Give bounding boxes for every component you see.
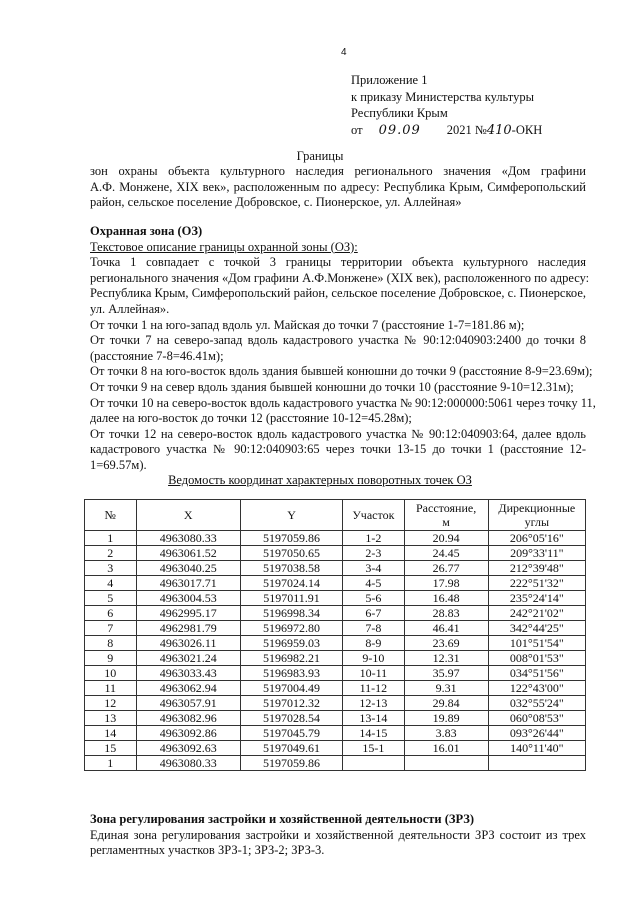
cell-x: 4963062.94	[136, 681, 240, 696]
document-title: Границы	[296, 149, 344, 163]
oz-line: далее на юго-восток до точки 12 (расстояние 10-12=45.28м);	[90, 411, 412, 426]
oz-line: 1=69.57м).	[90, 457, 147, 472]
cell-no: 10	[85, 666, 137, 681]
cell-distance: 20.94	[404, 531, 488, 546]
table-row	[85, 561, 586, 576]
oz-line: От точки 10 на северо-восток вдоль кадастрового участка № 90:12:000000:5061 через точку 11,	[90, 395, 596, 410]
header-angle	[488, 500, 585, 531]
table-row	[85, 711, 586, 726]
cell-no: 15	[85, 741, 137, 756]
oz-line: ул. Аллейная».	[90, 301, 170, 316]
cell-x: 4963017.71	[136, 576, 240, 591]
intro-paragraph	[90, 164, 586, 211]
cell-x: 4963092.86	[136, 726, 240, 741]
cell-x: 4963021.24	[136, 651, 240, 666]
table-caption: Ведомость координат характерных поворотных точек ОЗ	[168, 473, 472, 487]
cell-y: 5196998.34	[240, 606, 342, 621]
cell-y: 5197024.14	[240, 576, 342, 591]
cell-distance: 9.31	[404, 681, 488, 696]
cell-no: 6	[85, 606, 137, 621]
cell-no: 8	[85, 636, 137, 651]
header-x: X	[136, 500, 240, 531]
cell-distance: 12.31	[404, 651, 488, 666]
cell-x: 4963026.11	[136, 636, 240, 651]
cell-angle: 122°43'00"	[488, 681, 585, 696]
oz-heading: Охранная зона (ОЗ)	[90, 224, 203, 238]
table-row	[85, 531, 586, 546]
cell-segment: 15-1	[343, 741, 404, 756]
cell-y: 5197049.61	[240, 741, 342, 756]
table-header-row	[85, 500, 586, 531]
cell-y: 5197038.58	[240, 561, 342, 576]
cell-x: 4963092.63	[136, 741, 240, 756]
cell-segment: 14-15	[343, 726, 404, 741]
cell-segment: 12-13	[343, 696, 404, 711]
cell-distance	[404, 756, 488, 771]
cell-distance: 26.77	[404, 561, 488, 576]
cell-angle: 206°05'16"	[488, 531, 585, 546]
intro-line: район, сельское поселение Добровское, с. Пионерское, ул. Аллейная»	[90, 195, 462, 210]
oz-line: кадастрового участка № 90:12:040903:65 через точки 13-15 до точки 1 (расстояние 12-	[90, 442, 586, 457]
oz-line: регионального значения «Дом графини А.Ф.Монжене» (XIX век), расположенного по адресу:	[90, 270, 590, 285]
cell-distance: 29.84	[404, 696, 488, 711]
cell-no: 12	[85, 696, 137, 711]
zrz-section	[90, 812, 586, 859]
cell-angle	[488, 756, 585, 771]
cell-segment: 5-6	[343, 591, 404, 606]
cell-x: 4963082.96	[136, 711, 240, 726]
cell-no: 5	[85, 591, 137, 606]
cell-distance: 17.98	[404, 576, 488, 591]
cell-y: 5196972.80	[240, 621, 342, 636]
table-row	[85, 606, 586, 621]
cell-no: 2	[85, 546, 137, 561]
cell-segment: 7-8	[343, 621, 404, 636]
cell-no: 4	[85, 576, 137, 591]
header-distance-l2: м	[442, 515, 450, 529]
cell-segment: 8-9	[343, 636, 404, 651]
cell-distance: 16.48	[404, 591, 488, 606]
oz-line: От точки 8 на юго-восток вдоль здания бывшей конюшни до точки 9 (расстояние 8-9=23.69м);	[90, 364, 593, 379]
cell-segment: 11-12	[343, 681, 404, 696]
cell-segment: 3-4	[343, 561, 404, 576]
cell-angle: 032°55'24"	[488, 696, 585, 711]
cell-angle: 222°51'32"	[488, 576, 585, 591]
zrz-line: Единая зона регулирования застройки и хозяйственной деятельности ЗРЗ состоит из трех	[90, 827, 586, 842]
cell-segment: 9-10	[343, 651, 404, 666]
cell-x: 4963033.43	[136, 666, 240, 681]
table-row	[85, 681, 586, 696]
cell-angle: 008°01'53"	[488, 651, 585, 666]
cell-x: 4963080.33	[136, 756, 240, 771]
table-row	[85, 666, 586, 681]
cell-segment	[343, 756, 404, 771]
table-row	[85, 756, 586, 771]
cell-y: 5196983.93	[240, 666, 342, 681]
cell-distance: 23.69	[404, 636, 488, 651]
zrz-heading: Зона регулирования застройки и хозяйственной деятельности (ЗРЗ)	[90, 812, 475, 826]
appendix-line-3: Республики Крым	[351, 106, 448, 120]
handwritten-date: 09.09	[378, 122, 421, 138]
cell-distance: 28.83	[404, 606, 488, 621]
cell-y: 5196959.03	[240, 636, 342, 651]
cell-distance: 35.97	[404, 666, 488, 681]
cell-x: 4963004.53	[136, 591, 240, 606]
cell-x: 4963057.91	[136, 696, 240, 711]
cell-y: 5197050.65	[240, 546, 342, 561]
cell-no: 1	[85, 756, 137, 771]
handwritten-order-number: 410	[486, 122, 512, 138]
oz-line: От точки 9 на север вдоль здания бывшей конюшни до точки 10 (расстояние 9-10=12.31м);	[90, 379, 574, 394]
cell-x: 4963040.25	[136, 561, 240, 576]
cell-segment: 4-5	[343, 576, 404, 591]
header-distance-l1: Расстояние,	[416, 501, 477, 515]
table-row	[85, 546, 586, 561]
cell-distance: 16.01	[404, 741, 488, 756]
header-no: №	[85, 500, 137, 531]
table-row	[85, 726, 586, 741]
oz-line: От точки 7 на северо-запад вдоль кадастрового участка № 90:12:040903:2400 до точки 8	[90, 333, 586, 348]
cell-angle: 140°11'40"	[488, 741, 585, 756]
cell-segment: 1-2	[343, 531, 404, 546]
cell-angle: 034°51'56"	[488, 666, 585, 681]
cell-y: 5197004.49	[240, 681, 342, 696]
oz-section	[90, 224, 596, 474]
cell-no: 11	[85, 681, 137, 696]
table-row	[85, 651, 586, 666]
cell-angle: 235°24'14"	[488, 591, 585, 606]
cell-segment: 6-7	[343, 606, 404, 621]
header-angle-l1: Дирекционные	[498, 501, 576, 515]
cell-no: 3	[85, 561, 137, 576]
cell-distance: 19.89	[404, 711, 488, 726]
appendix-header	[351, 72, 542, 139]
appendix-date-line	[351, 122, 542, 140]
oz-line: (расстояние 7-8=46.41м);	[90, 348, 224, 363]
cell-angle: 060°08'53"	[488, 711, 585, 726]
cell-distance: 3.83	[404, 726, 488, 741]
oz-line: От точки 12 на северо-восток вдоль кадастрового участка № 90:12:040903:64, далее вдоль	[90, 426, 586, 441]
cell-no: 7	[85, 621, 137, 636]
cell-y: 5197059.86	[240, 756, 342, 771]
oz-line: Республика Крым, Симферопольский район, сельское поселение Добровское, с. Пионерское,	[90, 286, 586, 301]
cell-segment: 13-14	[343, 711, 404, 726]
cell-y: 5197028.54	[240, 711, 342, 726]
header-y: Y	[240, 500, 342, 531]
cell-y: 5197059.86	[240, 531, 342, 546]
oz-line: Точка 1 совпадает с точкой 3 границы территории объекта культурного наследия	[90, 255, 586, 270]
table-row	[85, 621, 586, 636]
cell-x: 4962981.79	[136, 621, 240, 636]
table-row	[85, 696, 586, 711]
cell-y: 5196982.21	[240, 651, 342, 666]
intro-line: А.Ф. Монжене, XIX век», расположенным по адресу: Республика Крым, Симферопольский	[90, 179, 586, 194]
cell-no: 13	[85, 711, 137, 726]
cell-angle: 101°51'54"	[488, 636, 585, 651]
cell-y: 5197011.91	[240, 591, 342, 606]
header-angle-l2: углы	[524, 515, 550, 529]
cell-x: 4963080.33	[136, 531, 240, 546]
cell-no: 1	[85, 531, 137, 546]
cell-segment: 2-3	[343, 546, 404, 561]
header-segment: Участок	[343, 500, 404, 531]
cell-x: 4963061.52	[136, 546, 240, 561]
oz-line: От точки 1 на юго-запад вдоль ул. Майская до точки 7 (расстояние 1-7=181.86 м);	[90, 317, 525, 332]
cell-angle: 093°26'44"	[488, 726, 585, 741]
cell-angle: 209°33'11"	[488, 546, 585, 561]
cell-segment: 10-11	[343, 666, 404, 681]
cell-angle: 342°44'25"	[488, 621, 585, 636]
intro-line: зон охраны объекта культурного наследия регионального значения «Дом графини	[90, 164, 586, 178]
table-row	[85, 591, 586, 606]
table-row	[85, 636, 586, 651]
order-suffix: -ОКН	[511, 122, 543, 137]
appendix-line-1: Приложение 1	[351, 73, 428, 87]
cell-angle: 212°39'48"	[488, 561, 585, 576]
cell-distance: 24.45	[404, 546, 488, 561]
cell-y: 5197012.32	[240, 696, 342, 711]
cell-angle: 242°21'02"	[488, 606, 585, 621]
oz-subheading: Текстовое описание границы охранной зоны (ОЗ):	[90, 239, 358, 254]
cell-distance: 46.41	[404, 621, 488, 636]
header-distance	[404, 500, 488, 531]
table-row	[85, 576, 586, 591]
cell-no: 14	[85, 726, 137, 741]
cell-y: 5197045.79	[240, 726, 342, 741]
cell-x: 4962995.17	[136, 606, 240, 621]
appendix-line-2: к приказу Министерства культуры	[351, 89, 534, 104]
table-row	[85, 741, 586, 756]
page-number: 4	[341, 47, 347, 58]
cell-no: 9	[85, 651, 137, 666]
coordinates-table	[84, 499, 586, 771]
year-number-label: 2021 №	[446, 122, 487, 137]
from-label: от	[351, 122, 363, 137]
zrz-line: регламентных участков ЗРЗ-1; ЗРЗ-2; ЗРЗ-3.	[90, 843, 325, 858]
